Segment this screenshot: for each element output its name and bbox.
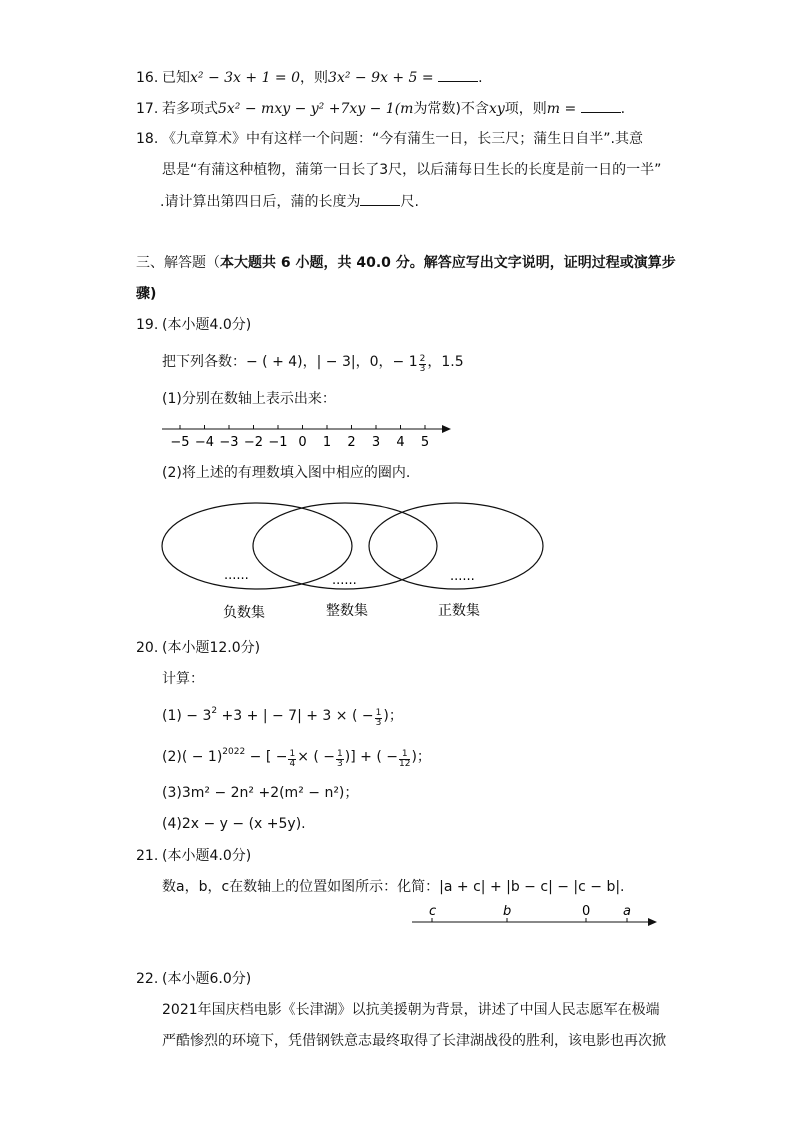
number-line-21 [410, 901, 665, 931]
tick-label: 2 [347, 435, 356, 450]
dots-integer: ...... [332, 573, 357, 588]
q16-end: . [478, 70, 483, 86]
tick-label: 3 [371, 435, 381, 450]
fraction [288, 750, 296, 769]
p1-c: +3 + | − 7| + 3 × ( − [217, 708, 374, 724]
question-19-header [136, 315, 251, 335]
p2-c: − [ − [245, 749, 288, 765]
denominator: 3 [337, 759, 343, 769]
label-a: a [623, 904, 631, 919]
answer-blank[interactable] [438, 67, 478, 82]
p1-a: (1) − 3 [162, 708, 212, 724]
dots-negative: ...... [224, 568, 249, 583]
q19-numbers: 把下列各数：− ( + 4)，| − 3|，0，− 1 [162, 354, 418, 370]
p2-f: )； [411, 749, 431, 765]
question-18-line3 [160, 191, 419, 212]
q18-end: 尺. [400, 194, 419, 210]
question-number: 16. [136, 70, 159, 86]
fraction [336, 750, 344, 769]
exponent: 2 [211, 706, 218, 716]
question-17 [136, 98, 625, 119]
q17-xy: xy [488, 101, 505, 117]
question-number: 19. [136, 317, 159, 333]
tick-label: −2 [243, 435, 264, 450]
numerator: 1 [289, 749, 296, 759]
question-score: (本小题4.0分) [162, 317, 252, 333]
p1-d: )； [383, 708, 403, 724]
q16-mid: ，则 [300, 70, 329, 86]
question-number: 18. [136, 131, 159, 147]
question-16 [136, 67, 483, 88]
q17-m: m [400, 101, 414, 117]
denominator: 12 [398, 759, 411, 769]
question-20-header [136, 638, 260, 658]
q16-expression: 3x² − 9x + 5 = [328, 70, 434, 86]
tick-label: −4 [194, 435, 215, 450]
number-line-19 [160, 418, 460, 454]
label-negative-set: 负数集 [223, 605, 265, 621]
q21-text: 数a，b，c在数轴上的位置如图所示：化简：|a + c| + |b − c| − |c − b|. [162, 879, 625, 895]
q19-part2: (2)将上述的有理数填入图中相应的圈内. [162, 465, 411, 481]
q16-equation: x² − 3x + 1 = 0 [190, 70, 301, 86]
question-score: (本小题6.0分) [162, 971, 252, 987]
tick-label: −1 [268, 435, 288, 450]
answer-blank[interactable] [581, 98, 621, 113]
question-score: (本小题4.0分) [162, 848, 252, 864]
q17-end: . [620, 101, 626, 117]
q17-mid: 项，则 [504, 101, 547, 117]
fraction [399, 750, 410, 769]
q20-part3: (3)3m² − 2n² +2(m² − n²)； [162, 785, 359, 801]
tick-label: 1 [322, 435, 332, 450]
q20-part4: (4)2x − y − (x +5y). [162, 816, 306, 832]
negative-set-ellipse [162, 503, 352, 589]
tick-label: 4 [396, 435, 405, 450]
q16-prefix: 已知 [162, 70, 190, 86]
q20-intro: 计算： [162, 671, 204, 687]
section-heading [136, 253, 676, 273]
q20-part2 [162, 747, 431, 769]
label-c: c [429, 904, 437, 919]
q19-intro [162, 352, 464, 374]
tick-label: −3 [219, 435, 239, 450]
denominator: 4 [289, 759, 296, 769]
p2-e: )] + ( − [344, 749, 398, 765]
denominator: 3 [375, 718, 382, 728]
question-18-line1 [136, 129, 643, 149]
q18-text: 《九章算术》中有这样一个问题：“今有蒲生一日，长三尺；蒲生日自半”.其意 [162, 131, 643, 147]
label-positive-set: 正数集 [438, 603, 480, 619]
question-22-header [136, 969, 251, 989]
label-0: 0 [582, 904, 591, 919]
q17-prefix: 若多项式 [162, 101, 218, 117]
question-number: 20. [136, 640, 159, 656]
q19-part1: (1)分别在数轴上表示出来： [162, 391, 336, 407]
section-title: 三、解答题（ [136, 255, 220, 271]
label-integer-set: 整数集 [326, 603, 368, 619]
q19-numbers-end: ，1.5 [427, 354, 464, 370]
answer-blank[interactable] [360, 191, 400, 206]
denominator: 3 [419, 364, 426, 374]
p2-d: × ( − [297, 749, 336, 765]
q17-text: 为常数)不含 [413, 101, 489, 117]
numerator: 1 [337, 749, 343, 759]
section-desc: 本大题共 6 小题，共 40.0 分。解答应写出文字说明，证明过程或演算步 [220, 255, 676, 271]
dots-positive: ...... [450, 569, 475, 584]
tick-label: 0 [298, 435, 307, 450]
question-number: 17. [136, 101, 159, 117]
numerator: 1 [375, 708, 382, 718]
numerator: 1 [399, 750, 410, 760]
axis-arrow [648, 918, 657, 926]
question-number: 21. [136, 848, 159, 864]
section-heading-cont: 骤) [136, 286, 157, 302]
p2-a: (2)( − 1) [162, 749, 223, 765]
numerator: 2 [419, 354, 426, 364]
question-21-header [136, 846, 251, 866]
q22-line2: 严酷惨烈的环境下，凭借钢铁意志最终取得了长津湖战役的胜利，该电影也再次掀 [162, 1033, 666, 1049]
label-b: b [503, 904, 512, 919]
fraction [375, 709, 383, 728]
tick-label: 5 [420, 435, 430, 450]
venn-diagram [160, 500, 550, 630]
q18-text: .请计算出第四日后，蒲的长度为 [160, 194, 361, 210]
question-score: (本小题12.0分) [162, 640, 261, 656]
q20-part1 [162, 706, 403, 728]
q17-eq: m = [546, 101, 577, 117]
axis-arrow [442, 425, 451, 433]
q22-line1: 2021年国庆档电影《长津湖》以抗美援朝为背景，讲述了中国人民志愿军在极端 [162, 1002, 660, 1018]
q17-polynomial: 5x² − mxy − y² +7xy − 1( [218, 101, 401, 117]
tick-label: −5 [170, 435, 190, 450]
question-18-line2: 思是“有蒲这种植物，蒲第一日长了3尺，以后蒲每日生长的长度是前一日的一半” [162, 162, 662, 178]
exponent: 2022 [222, 747, 246, 757]
fraction [419, 355, 427, 374]
question-number: 22. [136, 971, 159, 987]
